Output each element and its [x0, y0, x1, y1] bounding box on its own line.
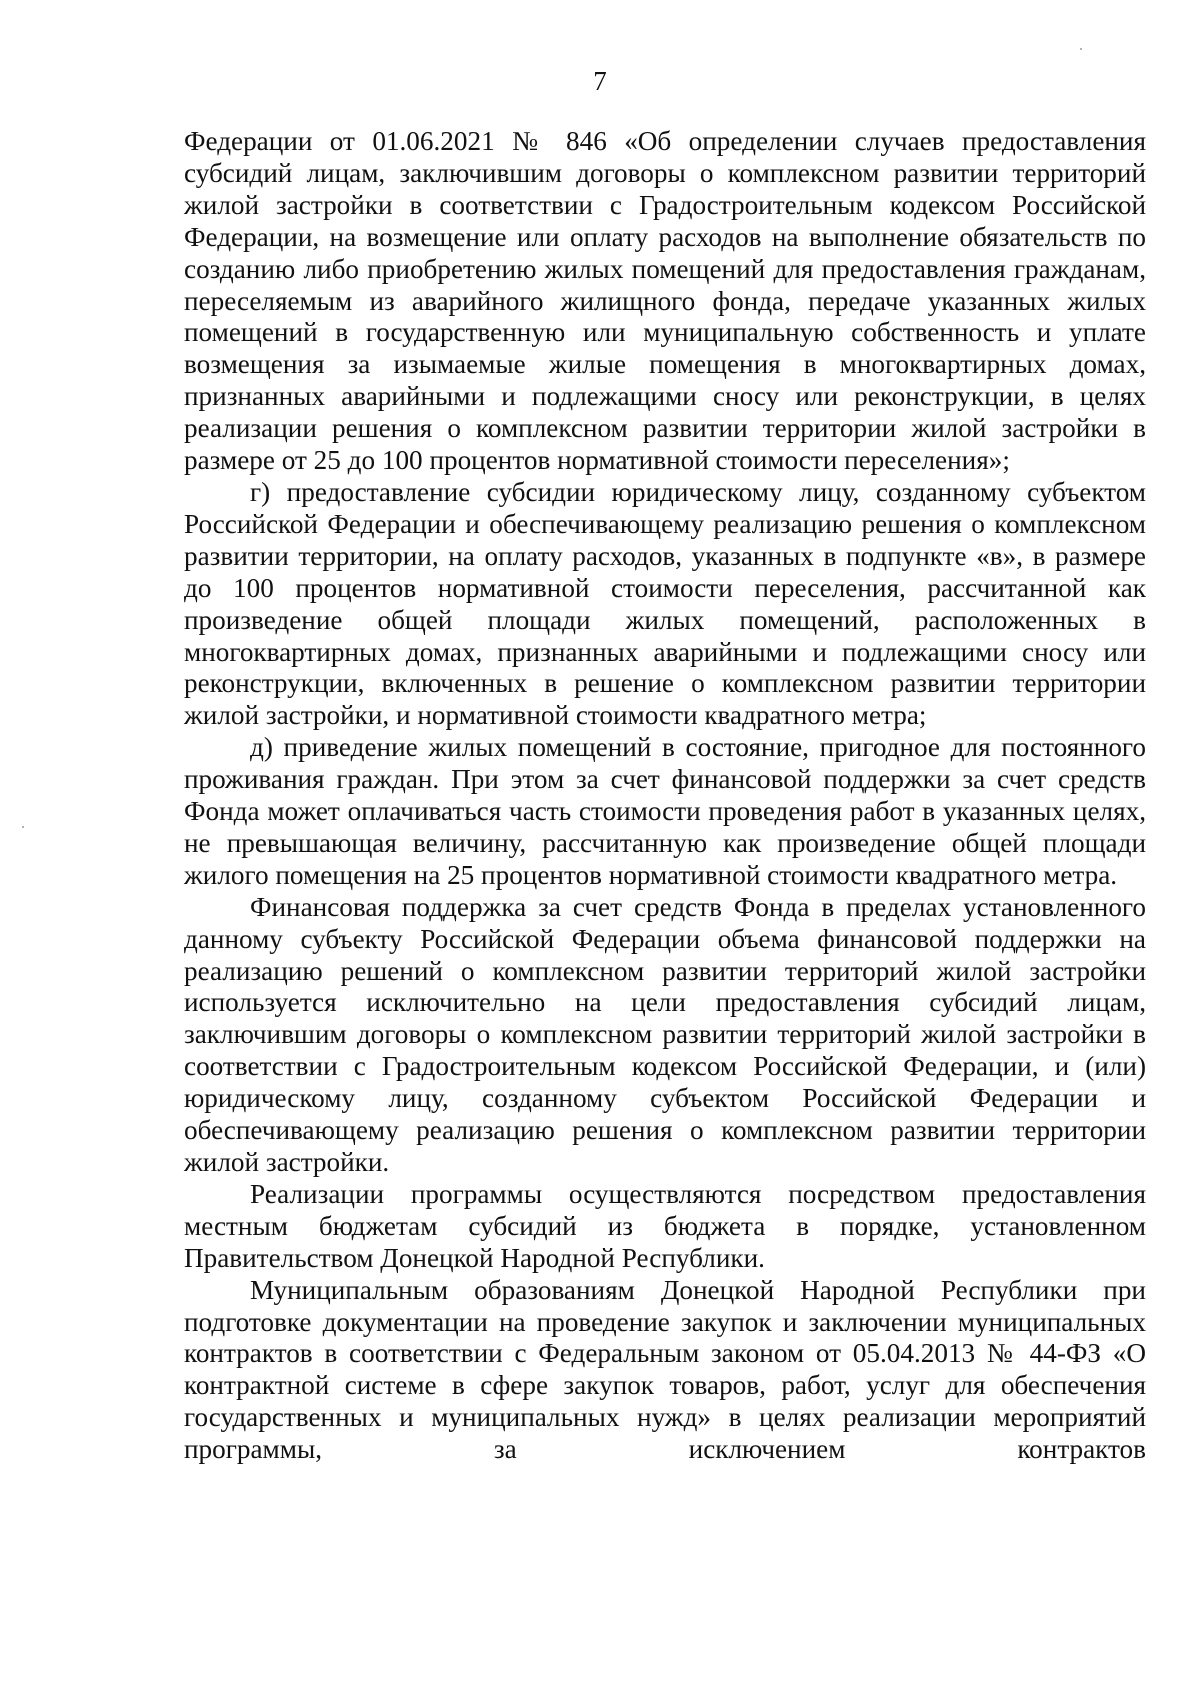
paragraph-fund-support: Финансовая поддержка за счет средств Фонда в пределах установленного данному субъекту Российской Федерации объема финансовой поддержки на реализацию решений о комплексном развитии территорий жилой застройки используется исключительно на цели предоставления субсидий лицам, заключившим договоры о комплексном развитии территорий жилой застройки в соответствии с Градостроительным кодексом Российской Федерации, и (или) юридическому лицу, созданному субъектом Российской Федерации и обеспечивающему реализацию решения о комплексном развитии территории жилой застройки. — [184, 891, 1146, 1177]
page-number: 7 — [593, 66, 607, 96]
paragraph-continuation: Федерации от 01.06.2021 № 846 «Об определении случаев предоставления субсидий лицам, заключившим договоры о комплексном развитии территорий жилой застройки в соответствии с Градостроительным кодексом Российской Федерации, на возмещение или оплату расходов на выполнение обязательств по созданию либо приобретению жилых помещений для предоставления гражданам, переселяемым из аварийного жилищного фонда, передаче указанных жилых помещений в государственную или муниципальную собственность и уплате возмещения за изымаемые жилые помещения в многоквартирных домах, признанных аварийными и подлежащими сносу или реконструкции, в целях реализации решения о комплексном развитии территории жилой застройки в размере от 25 до 100 процентов нормативной стоимости переселения»; — [184, 126, 1146, 476]
paragraph-program-implementation: Реализации программы осуществляются посредством предоставления местным бюджетам субсидий из бюджета в порядке, установленном Правительством Донецкой Народной Республики. — [184, 1178, 1146, 1273]
scan-speck — [22, 826, 24, 828]
document-body — [184, 126, 1146, 1466]
paragraph-subitem-d: д) приведение жилых помещений в состояние, пригодное для постоянного проживания граждан. При этом за счет финансовой поддержки за счет средств Фонда может оплачиваться часть стоимости проведения работ в указанных целях, не превышающая величину, рассчитанную как произведение общей площади жилого помещения на 25 процентов нормативной стоимости квадратного метра. — [184, 732, 1146, 890]
scan-speck — [1080, 48, 1082, 50]
paragraph-municipal-contracts: Муниципальным образованиям Донецкой Народной Республики при подготовке документации на проведение закупок и заключении муниципальных контрактов в соответствии с Федеральным законом от 05.04.2013 № 44-ФЗ «О контрактной системе в сфере закупок товаров, работ, услуг для обеспечения государственных и муниципальных нужд» в целях реализации мероприятий программы, за исключением контрактов — [184, 1274, 1146, 1465]
paragraph-subitem-g: г) предоставление субсидии юридическому лицу, созданному субъектом Российской Федерации и обеспечивающему реализацию решения о комплексном развитии территории, на оплату расходов, указанных в подпункте «в», в размере до 100 процентов нормативной стоимости переселения, рассчитанной как произведение общей площади жилых помещений, расположенных в многоквартирных домах, признанных аварийными и подлежащими сносу или реконструкции, включенных в решение о комплексном развитии территории жилой застройки, и нормативной стоимости квадратного метра; — [184, 476, 1146, 731]
